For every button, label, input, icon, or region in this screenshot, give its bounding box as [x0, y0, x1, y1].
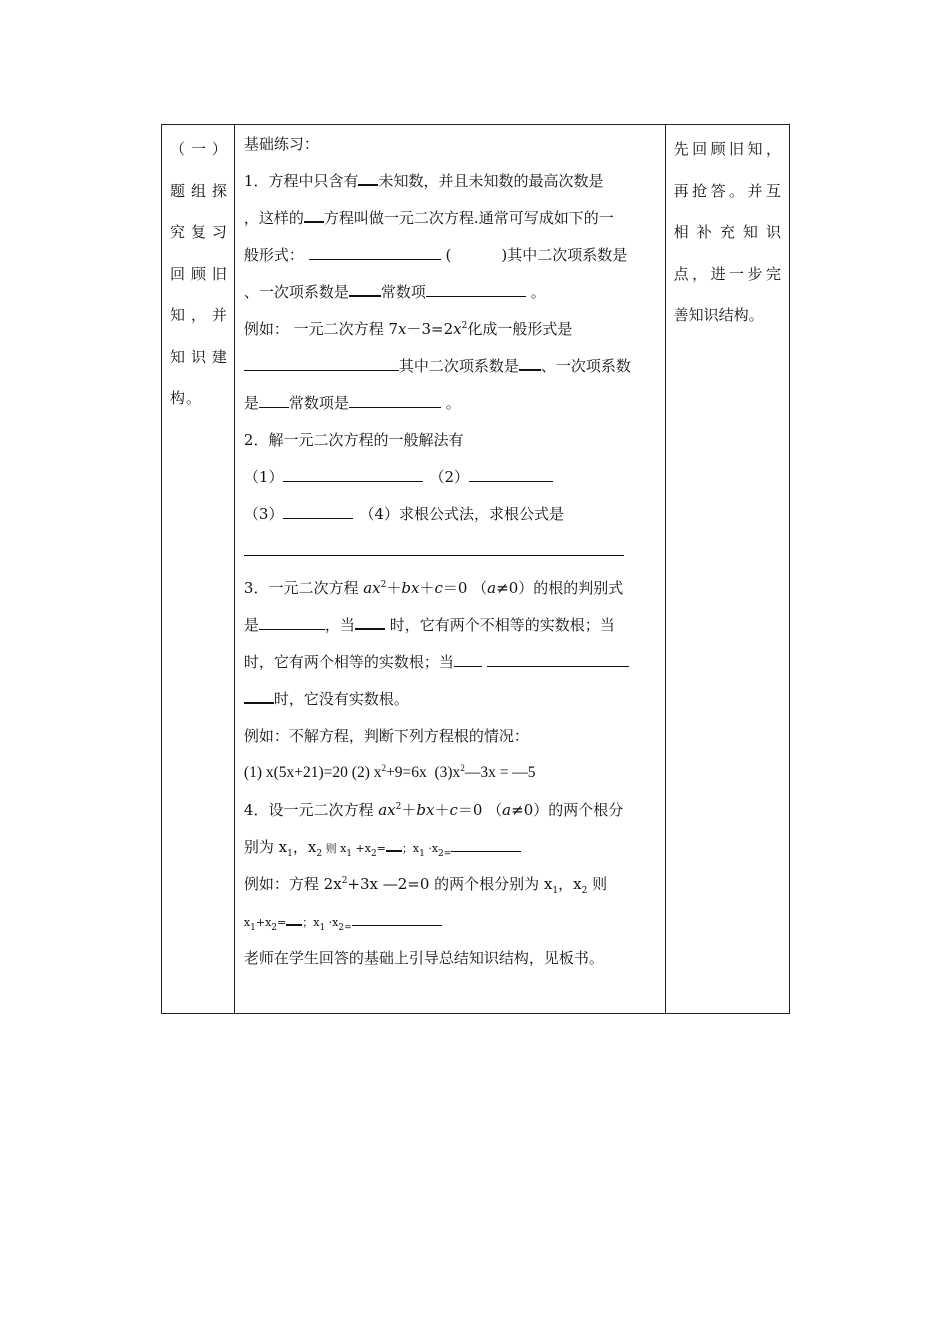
stage-line: 究复习	[170, 223, 228, 241]
stage-text	[162, 125, 234, 420]
stage-line: 构。	[170, 389, 203, 407]
q2-title: 2．解一元二次方程的一般解法有	[243, 431, 464, 449]
blank	[309, 243, 441, 260]
blank	[349, 391, 441, 408]
blank	[244, 539, 624, 556]
blank	[426, 280, 526, 297]
activity-text	[666, 125, 789, 337]
blank	[358, 168, 378, 186]
example1-line-3: 是 常数项是 。	[244, 388, 657, 425]
blank	[355, 612, 385, 630]
example4-line-2: $x_1+x_2=$ ；$x_1 \cdot x_{2=}$	[244, 906, 657, 943]
stage-line: 回顾旧	[170, 264, 228, 283]
blank	[259, 391, 289, 408]
q4-line-2: 别为 $x_1$，$x_2$ 则 $x_1 +x_2=$ ；$x_1 \cdot x_{2=}$	[244, 832, 657, 869]
blank	[349, 279, 381, 297]
blank	[451, 835, 521, 852]
q2-formula-line	[244, 536, 657, 573]
blank	[283, 502, 353, 519]
content-text	[235, 125, 665, 980]
activity-line: 先回顾旧知，	[673, 140, 781, 158]
stage-column	[162, 125, 235, 1014]
blank	[244, 354, 399, 371]
blank	[519, 353, 541, 371]
q2-methods-2: （3） （4）求根公式法，求根公式是	[244, 499, 657, 536]
q1-line-2: ，这样的 方程叫做一元二次方程.通常可写成如下的一	[244, 203, 657, 240]
blank	[352, 909, 442, 926]
blank	[386, 834, 402, 852]
activity-line: 善知识结构。	[673, 306, 764, 324]
example4-line-1: 例如：方程 $2x^2+3x$ —2=0 的两个根分别为 $x_1$，$x_2$ 则	[243, 875, 608, 896]
activity-line: 再抢答。并互	[673, 181, 781, 200]
blank	[286, 908, 302, 926]
q3-line-1: 3．一元二次方程 $ax^2+bx+c=0$ （a≠0）的根的判别式	[243, 579, 624, 597]
q3-line-3: 时，它有两个相等的实数根；当	[244, 647, 657, 684]
q3-line-2: 是 ，当 时，它有两个不相等的实数根；当	[244, 610, 657, 647]
stage-line: 知，并	[170, 306, 228, 324]
activity-line: 相补充知识	[673, 223, 781, 241]
q1-line-4: 、一次项系数是 常数项 。	[244, 277, 657, 314]
heading: 基础练习：	[243, 135, 319, 153]
q1-line-1: 1．方程中只含有 未知数，并且未知数的最高次数是	[244, 166, 657, 203]
activity-column	[665, 125, 789, 1014]
example1-line-2: 其中二次项系数是 、一次项系数	[244, 351, 657, 388]
q4-line-1: 4．设一元二次方程 $ax^2+bx+c=0$ （a≠0）的两个根分	[243, 801, 624, 819]
blank	[454, 650, 482, 667]
q3-line-4: 时，它没有实数根。	[244, 684, 657, 721]
blank	[283, 465, 423, 482]
activity-line: 点，进一步完	[673, 264, 781, 283]
example3-title: 例如：不解方程，判断下列方程根的情况：	[243, 727, 529, 745]
blank	[304, 205, 324, 223]
blank	[259, 613, 325, 630]
summary: 老师在学生回答的基础上引导总结知识结构，见板书。	[243, 949, 604, 967]
blank	[487, 650, 629, 667]
example1-line-1: 例如： 一元二次方程 $7x-3=2x^2$化成一般形式是	[243, 320, 573, 338]
lesson-table	[161, 124, 790, 1014]
blank	[244, 686, 274, 704]
q2-methods-1: （1） （2）	[244, 462, 657, 499]
stage-line: （一）	[170, 140, 228, 158]
q1-line-3: 般形式： ( )其中二次项系数是	[244, 240, 657, 277]
stage-line: 题组探	[170, 181, 228, 200]
content-column	[234, 125, 665, 1014]
example3-equations: (1) x(5x+21)=20 (2) $x^2+9=6x$ $(3)x^2—3x$ = —5	[243, 762, 536, 781]
blank	[469, 465, 553, 482]
stage-line: 知识建	[170, 347, 228, 366]
